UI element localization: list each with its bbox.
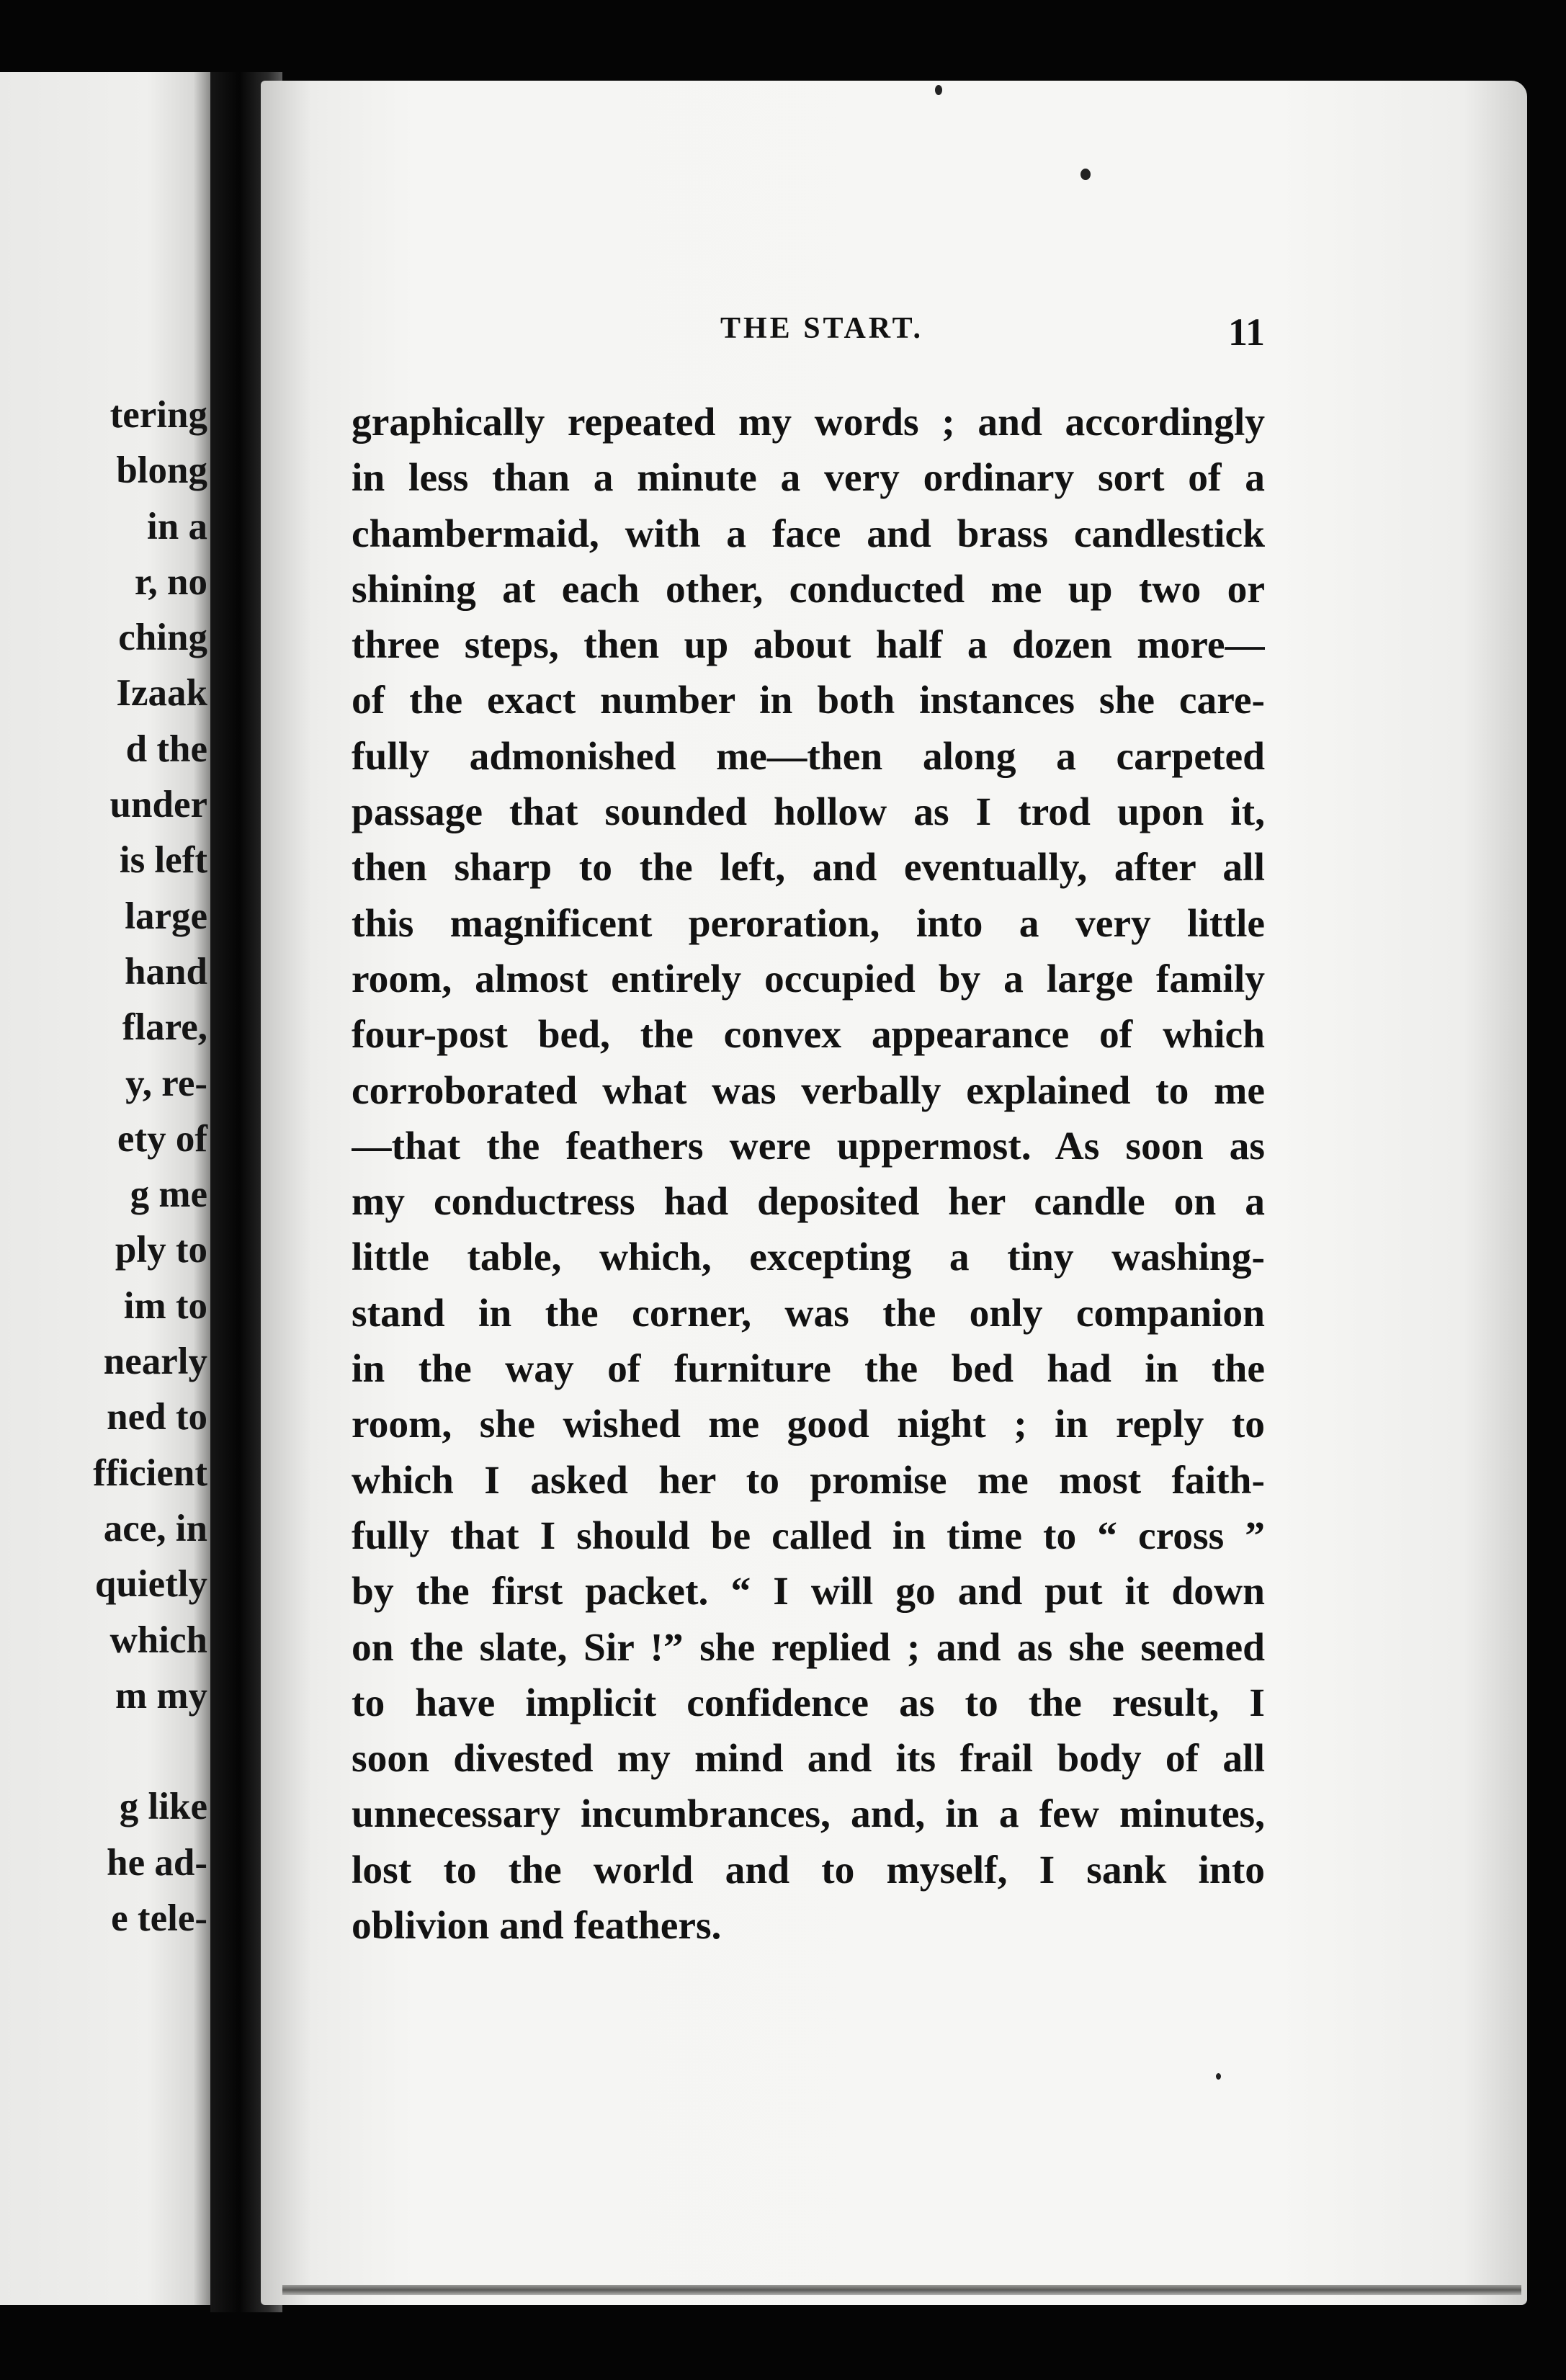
text-line: fully that I should be called in time to “ cross ” [352,1513,1265,1558]
left-text-fragment: im to [123,1284,207,1327]
text-line: —that the feathers were uppermost. As soon as [352,1124,1265,1168]
text-line: by the first packet. “ I will go and put it down [352,1570,1265,1614]
left-text-fragment: blong [116,449,207,492]
left-text-fragment: nearly [103,1341,207,1383]
text-line: oblivion and feathers. [352,1904,722,1949]
text-line: then sharp to the left, and eventually, after all [352,846,1265,890]
page-bottom-edge [282,2285,1521,2295]
text-line: room, almost entirely occupied by a large family [352,957,1265,1001]
text-line: on the slate, Sir !” she replied ; and as she seemed [352,1625,1265,1670]
text-line: unnecessary incumbrances, and, in a few minutes, [352,1792,1265,1837]
left-text-fragment: hand [125,950,207,993]
text-line: which I asked her to promise me most faith- [352,1458,1265,1503]
left-text-fragment: ching [118,617,207,659]
left-text-fragment: e tele- [111,1897,207,1940]
left-facing-page [0,72,210,2305]
left-text-fragment: m my [115,1674,207,1717]
text-line: little table, which, excepting a tiny washing- [352,1235,1265,1280]
left-text-fragment: in a [147,505,207,547]
left-text-fragment: he ad- [107,1841,207,1884]
body-text [352,395,1265,1954]
left-text-fragment: under [109,784,207,826]
left-text-fragment: Izaak [116,672,207,715]
ink-speck [935,85,942,95]
ink-speck [1216,2073,1221,2080]
page-number: 11 [1228,310,1266,354]
left-text-fragment: flare, [122,1006,207,1049]
left-text-fragment: d the [125,728,207,770]
text-line: of the exact number in both instances she care- [352,679,1265,723]
text-line: lost to the world and to myself, I sank into [352,1848,1265,1892]
text-line: this magnificent peroration, into a very little [352,901,1265,946]
text-line: three steps, then up about half a dozen more— [352,623,1265,668]
left-text-fragment: large [125,895,207,937]
text-line: passage that sounded hollow as I trod upon it, [352,790,1265,835]
left-text-fragment: g like [119,1786,207,1828]
left-text-fragment: ety of [117,1117,207,1160]
left-text-fragment [0,1724,207,1779]
text-line: shining at each other, conducted me up two or [352,567,1265,612]
left-text-fragment: g me [130,1173,207,1216]
text-line: four-post bed, the convex appearance of which [352,1013,1265,1057]
text-line: soon divested my mind and its frail body of all [352,1737,1265,1781]
text-line: in less than a minute a very ordinary sort of a [352,456,1265,501]
text-line: fully admonished me—then along a carpeted [352,734,1265,779]
left-text-fragment: y, re- [125,1062,207,1104]
text-line: in the way of furniture the bed had in the [352,1347,1265,1392]
left-text-fragment: fficient [93,1451,207,1494]
text-line: my conductress had deposited her candle on a [352,1180,1265,1225]
text-line: stand in the corner, was the only companion [352,1291,1265,1336]
text-line: corroborated what was verbally explained to me [352,1068,1265,1113]
left-text-fragment: which [109,1619,207,1661]
left-text-fragment: ned to [107,1396,207,1439]
text-line: room, she wished me good night ; in reply to [352,1402,1265,1447]
text-line: to have implicit confidence as to the result, I [352,1681,1265,1725]
left-text-fragment: is left [119,839,207,882]
left-text-fragment: ply to [115,1229,207,1271]
ink-speck [1080,169,1091,180]
running-head: THE START. [720,312,924,345]
left-page-text [0,388,207,1946]
text-line: graphically repeated my words ; and accordingly [352,401,1265,444]
left-text-fragment: quietly [94,1563,207,1606]
text-line: chambermaid, with a face and brass candlestick [352,511,1265,556]
left-text-fragment: tering [109,394,207,436]
left-text-fragment: ace, in [103,1507,207,1549]
left-text-fragment: r, no [134,560,207,603]
